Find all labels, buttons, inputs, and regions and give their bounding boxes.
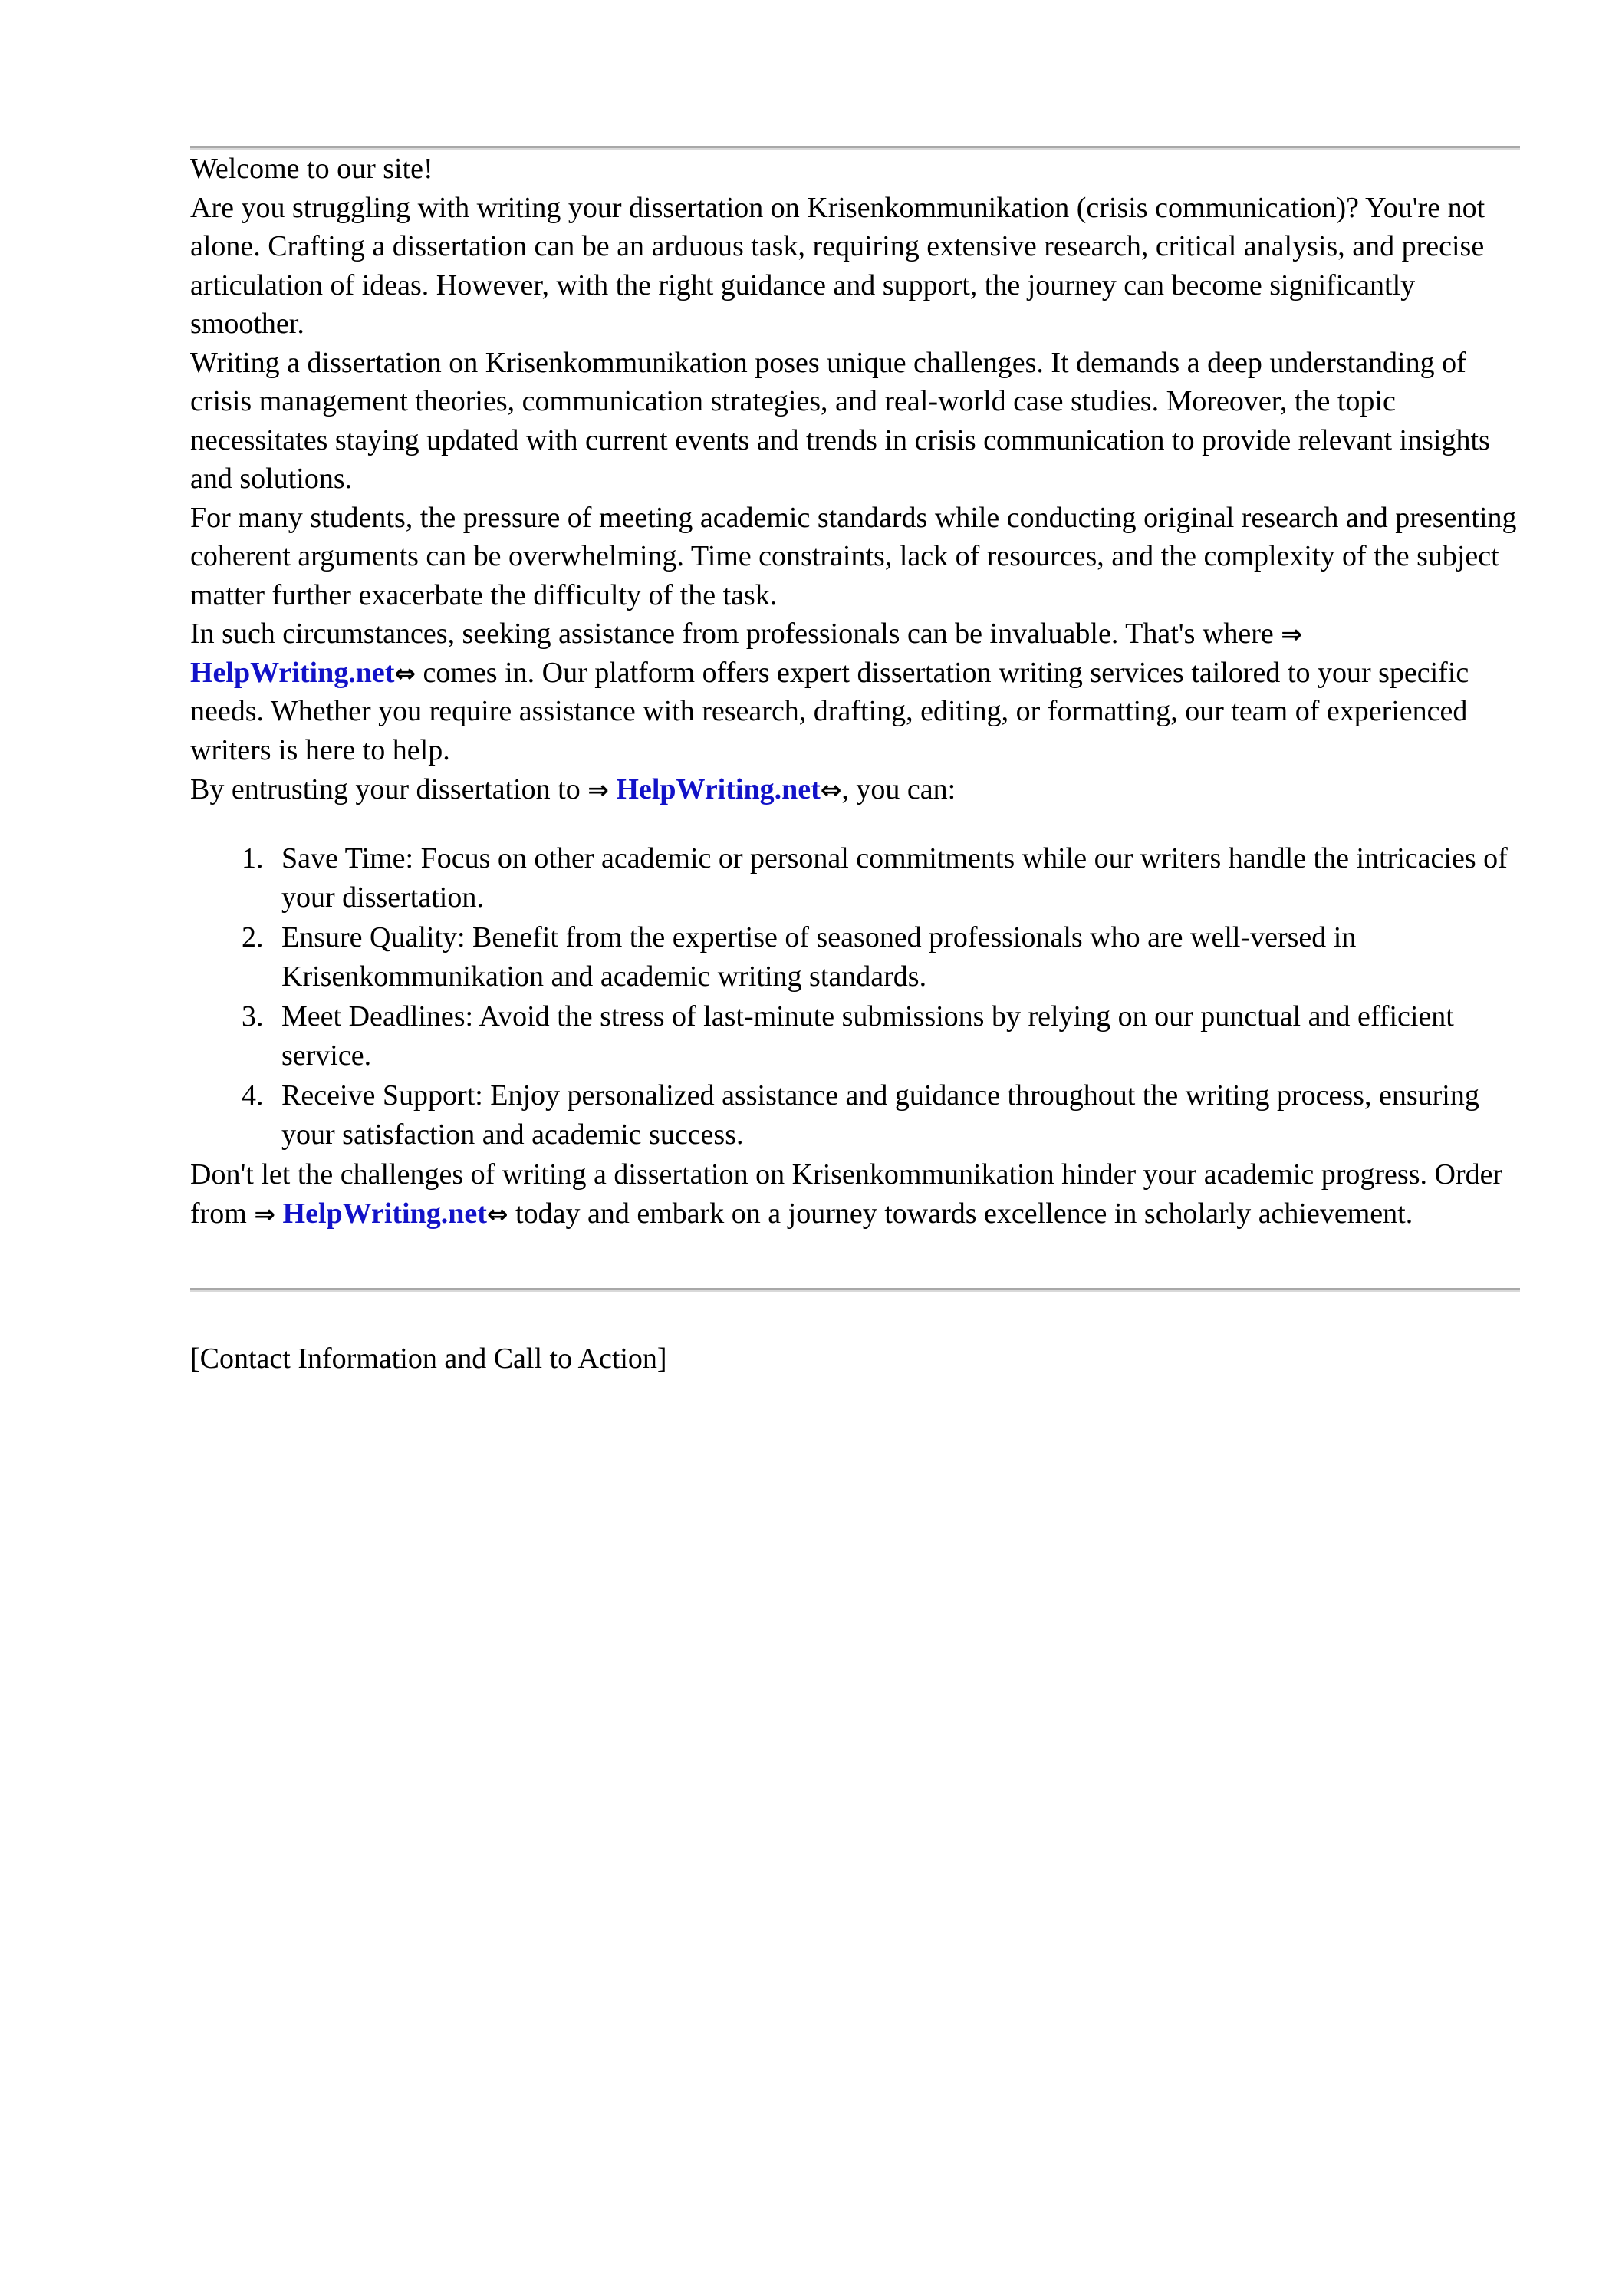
paragraph-entrusting [190,770,1520,809]
welcome-heading: Welcome to our site! [190,153,433,185]
double-arrow-right-icon: ⇒ [1281,619,1302,650]
helpwriting-link-3[interactable]: HelpWriting.net [282,1197,487,1230]
list-item: 3. Meet Deadlines: Avoid the stress of last-minute submissions by relying on our punctual and efficient service. [271,997,1520,1075]
contact-call-to-action: [Contact Information and Call to Action] [190,1342,667,1375]
double-arrow-right-icon: ⇒ [587,774,609,805]
double-arrow-right-icon: ⇒ [254,1198,276,1229]
closing-text-after: today and embark on a journey towards excellence in scholarly achievement. [508,1197,1413,1230]
assistance-text-after: comes in. Our platform offers expert dissertation writing services tailored to your specific needs. Whether you require assistance with research, drafting, editing, or formatting, our team of experienced writers is here to help. [190,656,1469,766]
list-item: 2. Ensure Quality: Benefit from the expertise of seasoned professionals who are well-versed in Krisenkommunikation and academic writing standards. [271,918,1520,996]
paragraph-intro: Are you struggling with writing your dissertation on Krisenkommunikation (crisis communication)? You're not alone. Crafting a dissertation can be an arduous task, requiring extensive research, critical analysis, and precise articulation of ideas. However, with the right guidance and support, the journey can become significantly smoother. [190,191,1485,341]
double-arrow-leftright-icon: ⇔ [486,1198,508,1229]
assistance-text-before: In such circumstances, seeking assistance from professionals can be invaluable. That's where [190,618,1281,651]
horizontal-rule-bottom [190,1288,1520,1292]
benefits-list [190,839,1520,1154]
helpwriting-link-1[interactable]: HelpWriting.net [190,656,395,689]
entrusting-text-before: By entrusting your dissertation to [190,772,588,805]
entrusting-text-after: , you can: [841,772,956,805]
document-content [190,100,1520,1379]
helpwriting-link-2[interactable]: HelpWriting.net [616,772,821,805]
double-arrow-leftright-icon: ⇔ [820,774,842,805]
list-item: 1. Save Time: Focus on other academic or personal commitments while our writers handle the intricacies of your dissertation. [271,839,1520,917]
list-item: 4. Receive Support: Enjoy personalized assistance and guidance throughout the writing process, ensuring your satisfaction and academic success. [271,1076,1520,1154]
paragraph-closing [190,1155,1520,1233]
double-arrow-leftright-icon: ⇔ [394,657,416,688]
paragraph-assistance [190,614,1520,769]
paragraph-pressure: For many students, the pressure of meeting academic standards while conducting original research and presenting coherent arguments can be overwhelming. Time constraints, lack of resources, and the complexity of the subject matter further exacerbate the difficulty of the task. [190,501,1517,611]
paragraph-challenges: Writing a dissertation on Krisenkommunikation poses unique challenges. It demands a deep understanding of crisis management theories, communication strategies, and real-world case studies. Moreover, the topic necessitates staying updated with current events and trends in crisis communication to provide relevant insights and solutions. [190,346,1490,496]
closing-text-before: Don't let the challenges of writing a dissertation on Krisenkommunikation hinder your academic progress. Order from [190,1158,1503,1230]
